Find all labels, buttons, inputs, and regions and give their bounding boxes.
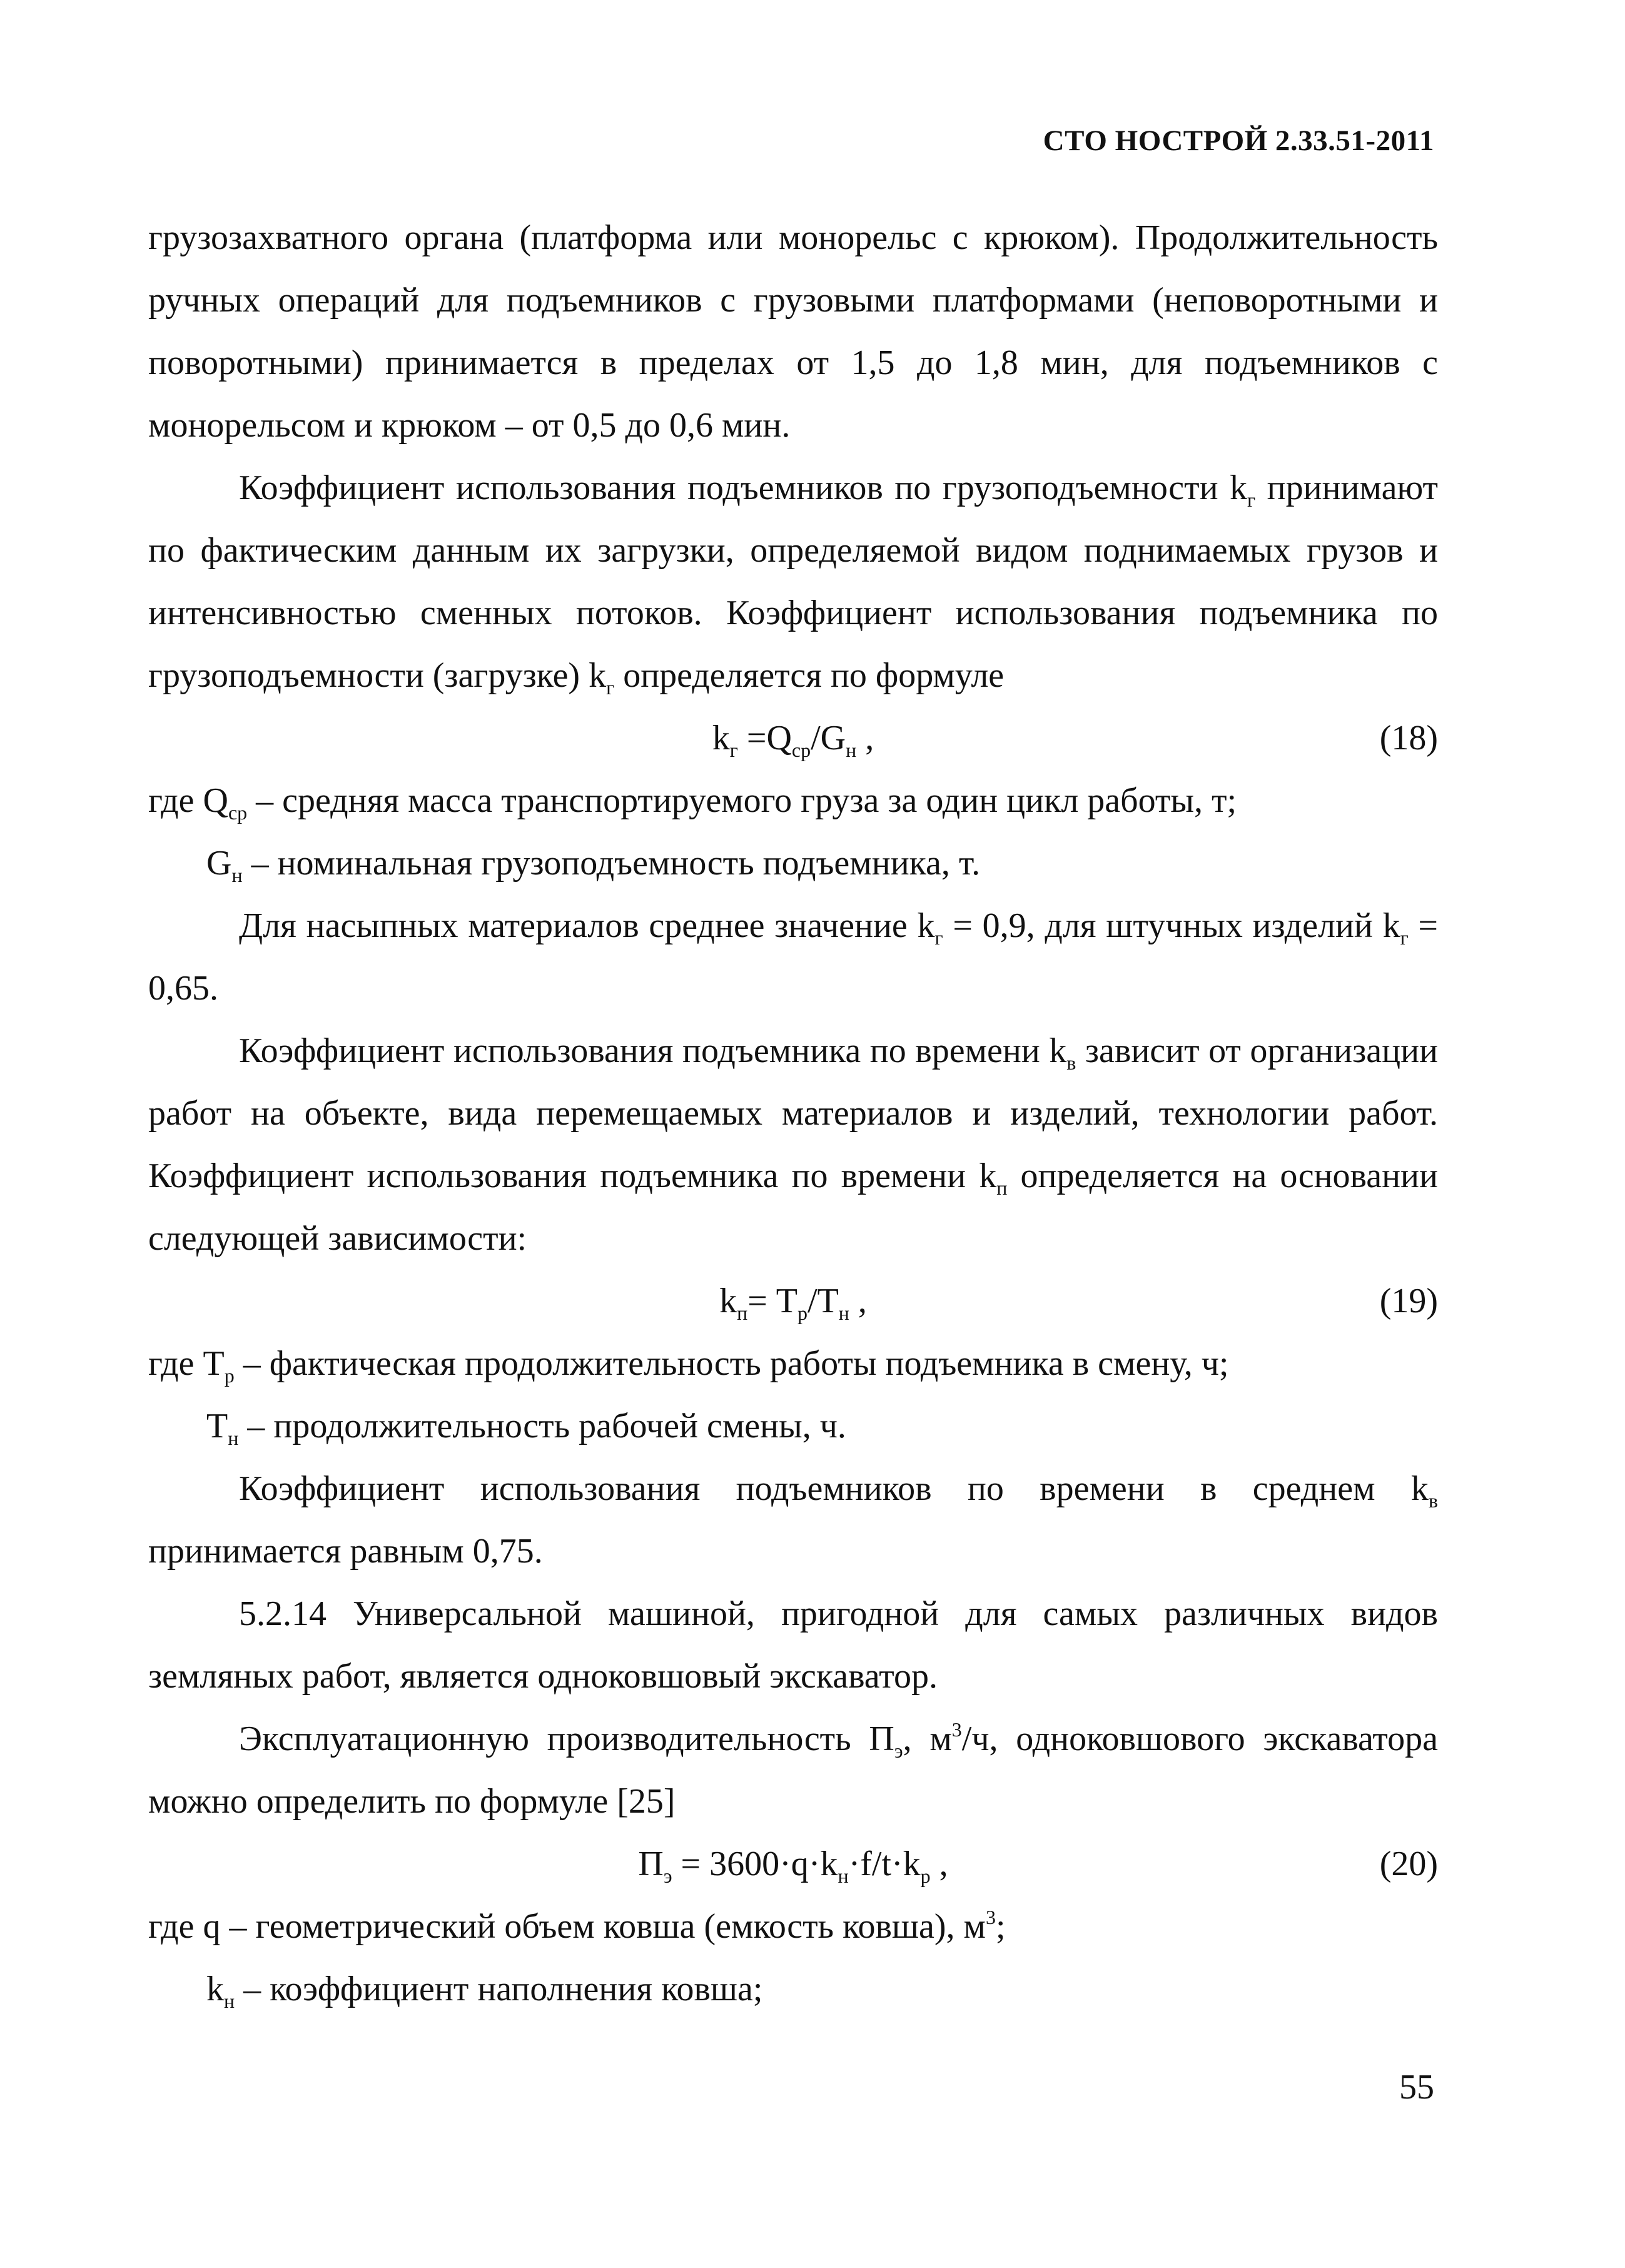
formula-19-number: (19) (1379, 1282, 1438, 1320)
paragraph-continuation: грузозахватного органа (платформа или монорельс с крюком). Продолжительность ручных операций для подъемников с грузовыми платформами (неповоротными и поворотными) принимается в пределах от 1,5 до 1,8 мин, для подъемников с монорельсом и крюком – от 0,5 до 0,6 мин. (148, 218, 1438, 445)
formula-20-number: (20) (1379, 1845, 1438, 1883)
formula-18-number: (18) (1379, 719, 1438, 757)
formula-18 (148, 707, 1438, 769)
formula-19-expression: $k_п= T_р/T_н$ , (719, 1282, 867, 1324)
paragraph-5-2-14: 5.2.14 Универсальной машиной, пригодной для самых различных видов земляных работ, является одноковшовый экскаватор. (148, 1594, 1438, 1696)
definition-t-shift: $T_н$ – продолжительность рабочей смены, ч. (206, 1407, 846, 1449)
definition-k-fill: $k_н$ – коэффициент наполнения ковша; (206, 1970, 763, 2012)
definition-q-avg: где $Q_{ср}$ – средняя масса транспортируемого груза за один цикл работы, т; (148, 781, 1237, 824)
formula-20-expression: $П_э = 3600\cdot q\cdot k_н\cdot f/t\cdot k_р$ , (638, 1845, 948, 1887)
formula-19 (148, 1270, 1438, 1332)
paragraph-load-coefficient: Коэффициент использования подъемников по грузоподъемности $k_г$ принимают по фактическим данным их загрузки, определяемой видом поднимаемых грузов и интенсивностью сменных потоков. Коэффициент использования подъемника по грузоподъемности (загрузке) $k_г$ определяется по формуле (148, 468, 1439, 699)
paragraph-time-average: Коэффициент использования подъемников по времени в среднем $k_в$ принимается равным 0,75. (148, 1469, 1438, 1571)
formula-20 (148, 1833, 1438, 1895)
page-header: СТО НОСТРОЙ 2.33.51-2011 (1043, 124, 1434, 157)
formula-18-expression: $k_г =Q_{ср}/G_н$ , (712, 719, 874, 761)
page-body (148, 206, 1438, 2020)
paragraph-bulk-materials: Для насыпных материалов среднее значение $k_г = 0,9$, для штучных изделий $k_г = 0,65$. (148, 906, 1438, 1008)
definition-t-actual: где $T_р$ – фактическая продолжительность работы подъемника в смену, ч; (148, 1344, 1229, 1387)
definition-g-nom: $G_н$ – номинальная грузоподъемность подъемника, т. (206, 844, 981, 886)
definition-q-bucket: где q – геометрический объем ковша (емкость ковша), $м^3$; (148, 1906, 1006, 1946)
page-number: 55 (1399, 2068, 1434, 2107)
paragraph-excavator-productivity: Эксплуатационную производительность $П_э$, $м^3/ч$, одноковшового экскаватора можно определить по формуле [25] (148, 1718, 1439, 1821)
paragraph-time-coefficient: Коэффициент использования подъемника по времени $k_в$ зависит от организации работ на объекте, вида перемещаемых материалов и изделий, технологии работ. Коэффициент использования подъемника по времени $k_п$ определяется на основании следующей зависимости: (148, 1031, 1439, 1258)
